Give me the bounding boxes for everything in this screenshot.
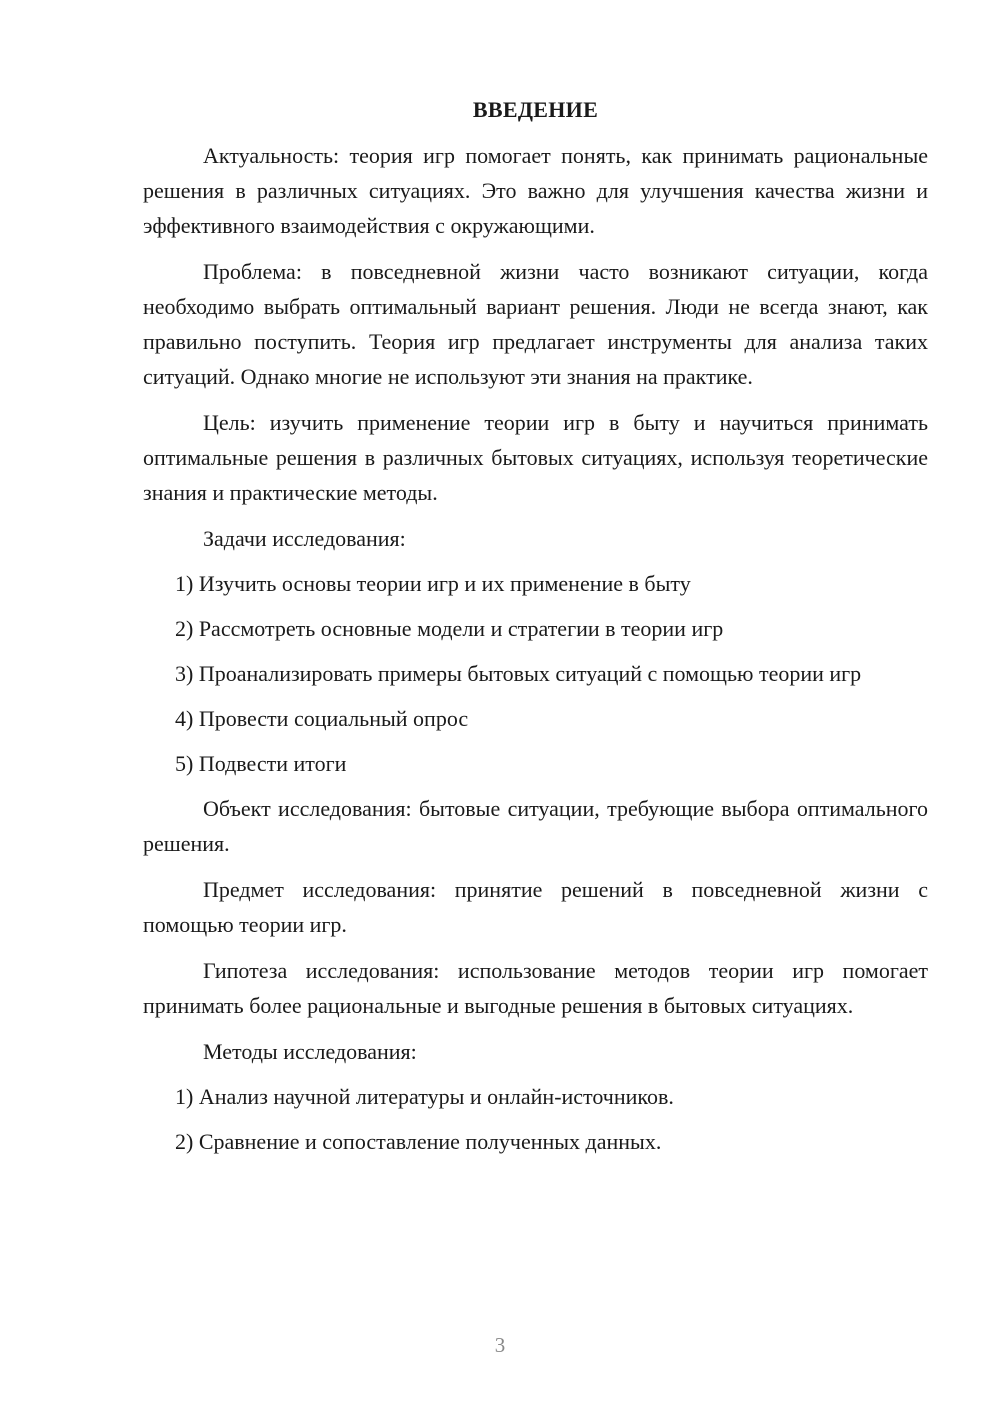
task-item: 2) Рассмотреть основные модели и стратегии в теории игр xyxy=(175,616,724,641)
tasks-title: Задачи исследования: xyxy=(203,526,406,551)
problem-paragraph: Проблема: в повседневной жизни часто возникают ситуации, когда необходимо выбрать оптимальный вариант решения. Люди не всегда знают, как правильно поступить. Теория игр предлагает инструменты для анализа таких ситуаций. Однако многие не используют эти знания на практике. xyxy=(143,259,928,389)
section-heading: ВВЕДЕНИЕ xyxy=(472,97,599,122)
page-number: 3 xyxy=(494,1333,506,1357)
goal-paragraph: Цель: изучить применение теории игр в быту и научиться принимать оптимальные решения в различных бытовых ситуациях, используя теоретические знания и практические методы. xyxy=(143,410,928,505)
task-item: 1) Изучить основы теории игр и их применение в быту xyxy=(175,571,691,596)
object-paragraph: Объект исследования: бытовые ситуации, требующие выбора оптимального решения. xyxy=(143,796,928,856)
subject-paragraph: Предмет исследования: принятие решений в повседневной жизни с помощью теории игр. xyxy=(143,877,928,937)
document-page xyxy=(143,92,928,1159)
method-item: 2) Сравнение и сопоставление полученных данных. xyxy=(175,1129,662,1154)
task-item: 4) Провести социальный опрос xyxy=(175,706,469,731)
relevance-paragraph: Актуальность: теория игр помогает понять, как принимать рациональные решения в различных ситуациях. Это важно для улучшения качества жизни и эффективного взаимодействия с окружающими. xyxy=(143,143,928,238)
task-item: 3) Проанализировать примеры бытовых ситуаций с помощью теории игр xyxy=(175,661,862,686)
methods-title: Методы исследования: xyxy=(203,1039,417,1064)
hypothesis-paragraph: Гипотеза исследования: использование методов теории игр помогает принимать более рациональные и выгодные решения в бытовых ситуациях. xyxy=(143,958,928,1018)
method-item: 1) Анализ научной литературы и онлайн-источников. xyxy=(175,1084,674,1109)
task-item: 5) Подвести итоги xyxy=(175,751,347,776)
